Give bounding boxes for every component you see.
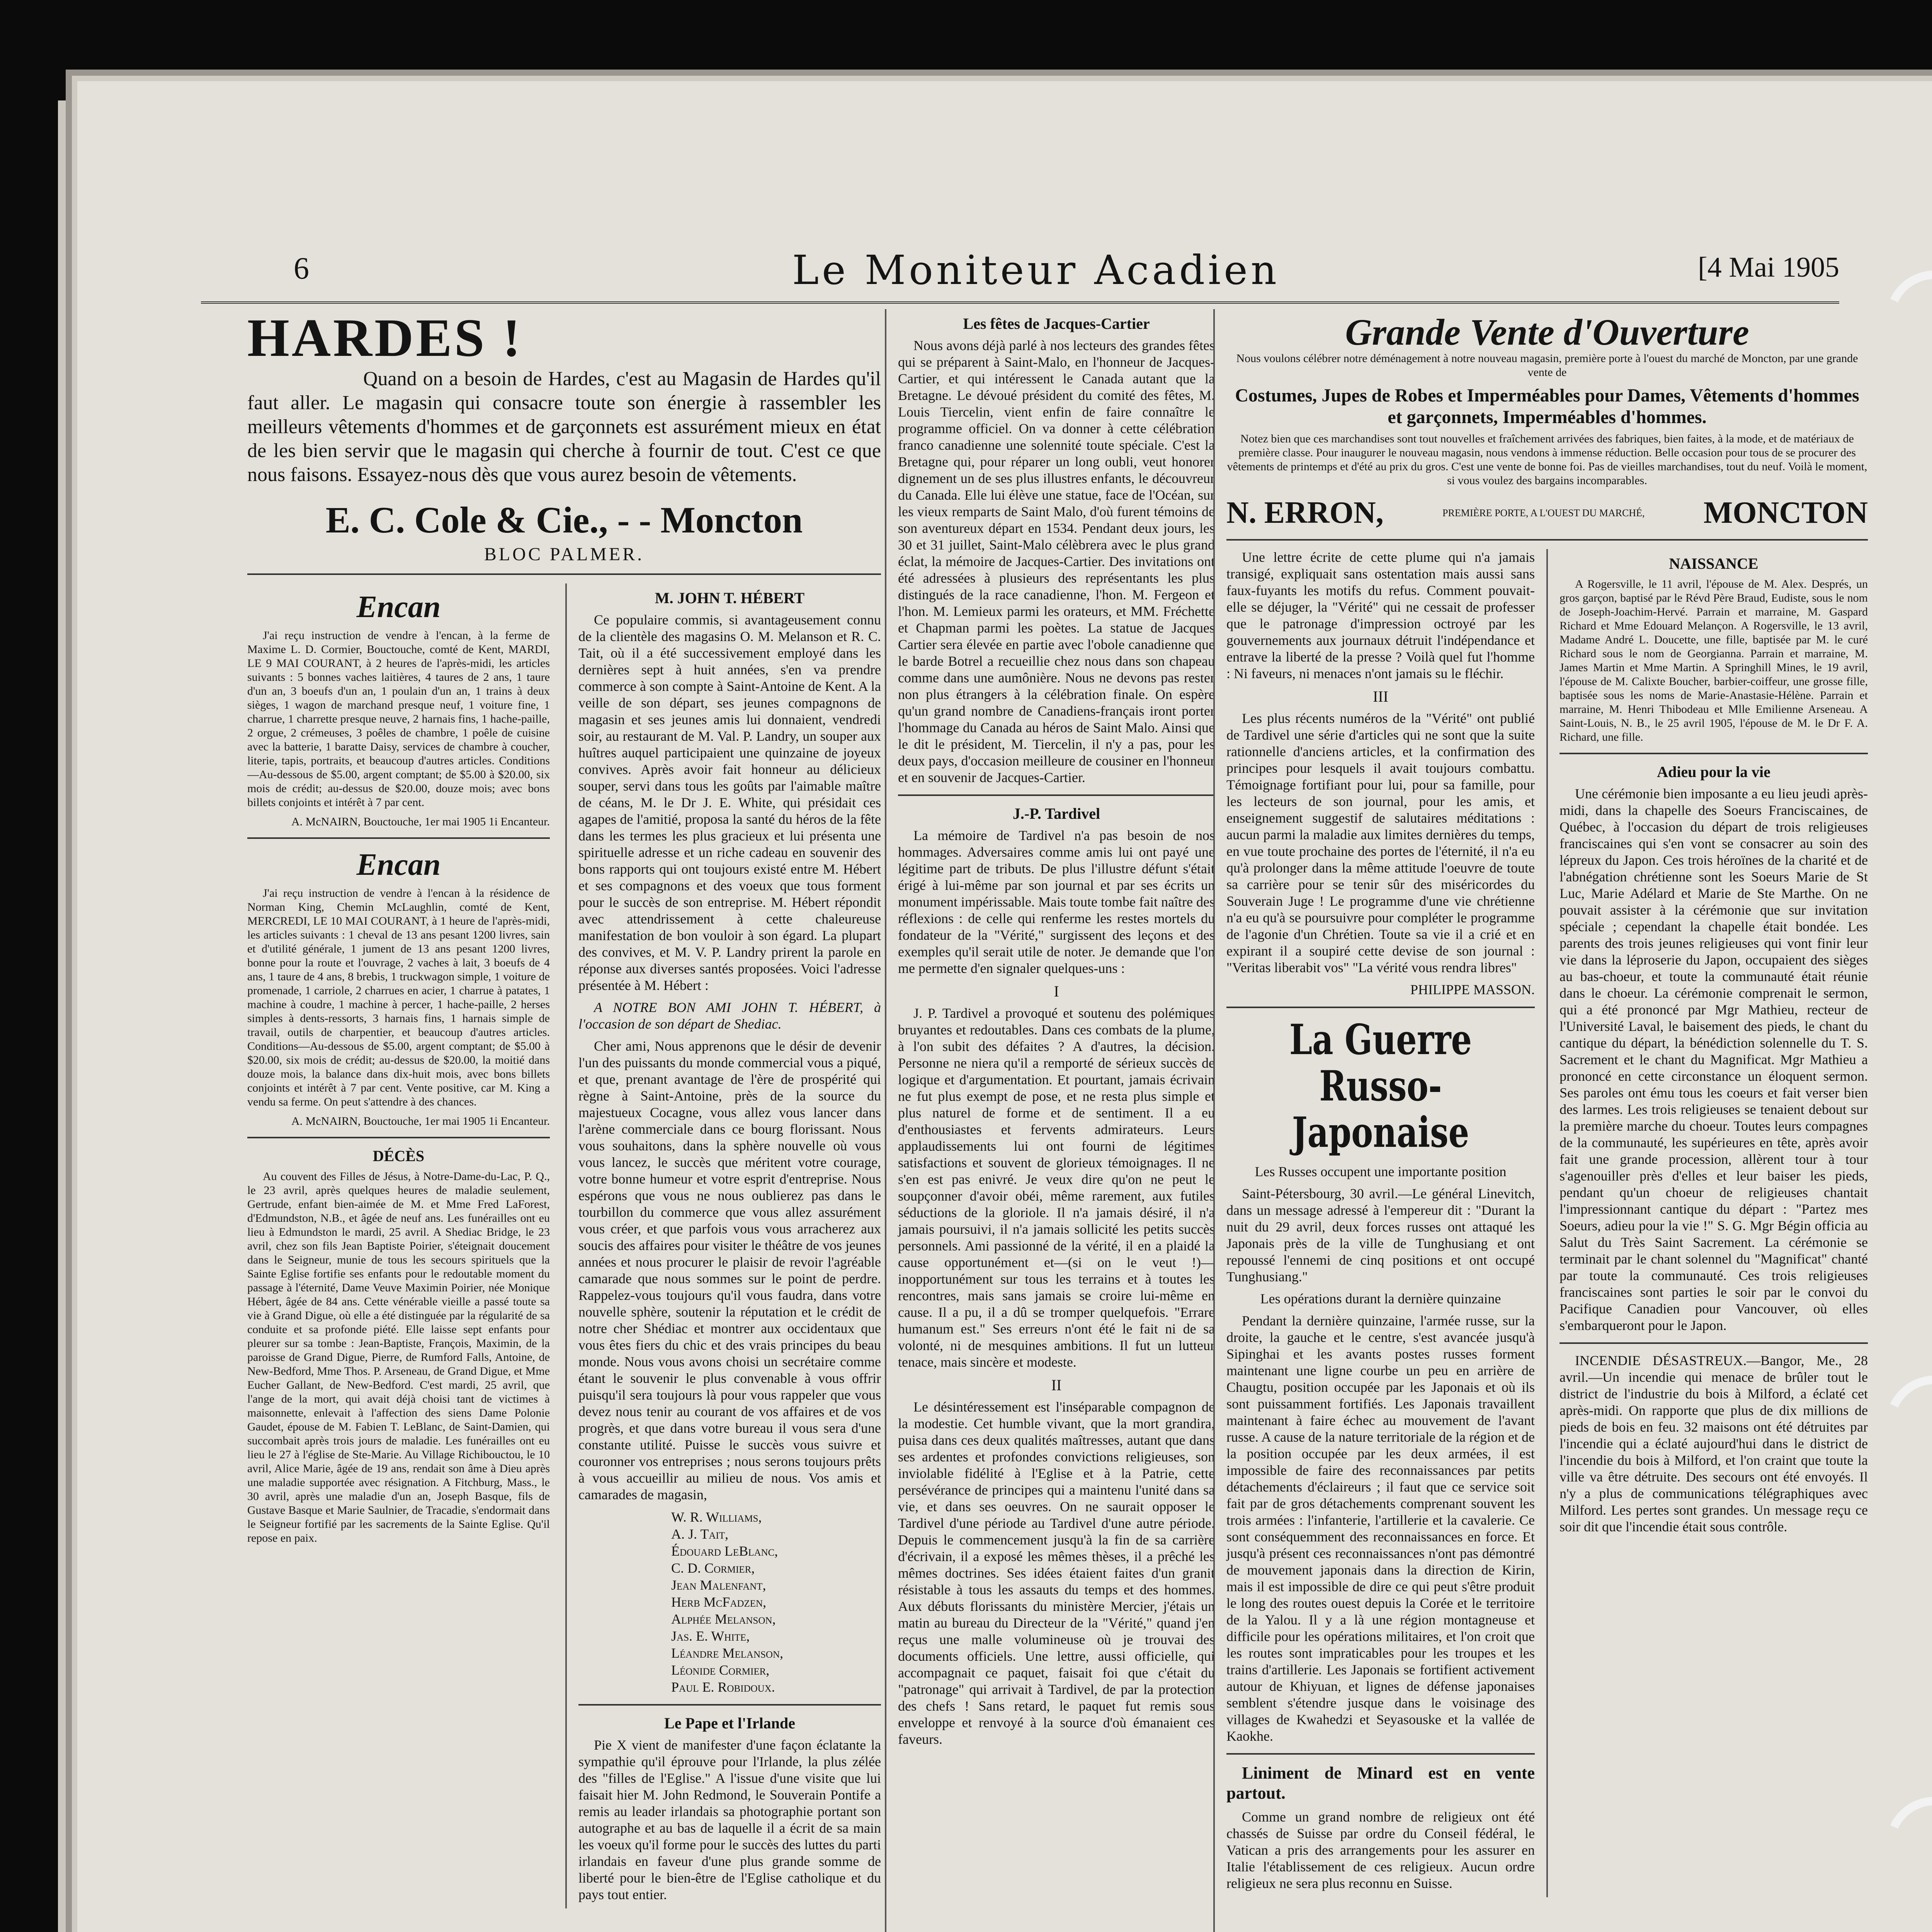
divider bbox=[1226, 539, 1868, 541]
guerre-body: Saint-Pétersbourg, 30 avril.—Le général Linevitch, dans un message adressé à l'empereur dit : "Durant la nuit du 29 avril, deux forces russes ont attaqué les Japonais près de la ville de Tunghusiang et ont repoussé l'ennemi de cinq positions et ont occupé Tunghusiang." bbox=[1226, 1186, 1535, 1284]
cole-bloc: BLOC PALMER. bbox=[484, 544, 645, 565]
hebert-title: M. JOHN T. HÉBERT bbox=[655, 589, 805, 607]
operations-body: Pendant la dernière quinzaine, l'armée russe, sur la droite, la gauche et le centre, s'est avancée jusqu'à Sipinghai et les avants postes russes forment maintenant une ligne courbe un peu en arrière de Chaugtu, position occupée par les Japonais et où ils sont puissamment fortifiés. Les Japonais travaillent maintenant à faire échec au mouvement de l'avant russe. A cause de la nature territoriale de la région et de la position occupée par les deux armées, il est impossible de faire des reconnaissances par petits détachements d'éclaireurs ; il faut que ce service soit fait par de gros détachements comprenant souvent les trois armées : l'infanterie, l'artillerie et la cavalerie. Ce sont conséquemment des reconnaissances en force. Et jusqu'à présent ces reconnaissances n'ont pas démontré de mouvement japonais dans la direction de Kirin, mais il est impossible de dire ce qui peut s'être produit le long des routes ouest depuis la Corée et le territoire de la Yalou. Il y a là une région montagneuse et difficile pour les opérations militaires, et l'on croit que les routes sont impraticables pour les troupes et les trains d'artillerie. Les Japonais se fortifient activement autour de Khiyuan, et lignes de défense japonaises semblent s'étendre jusque dans le voisinage des villages de Kwahedzi et Seyasouske et la vallée de Kaokhe. bbox=[1226, 1313, 1535, 1744]
masthead bbox=[201, 247, 1839, 304]
naissance-title: NAISSANCE bbox=[1669, 555, 1759, 572]
issue-date: [4 Mai 1905 bbox=[1698, 252, 1839, 283]
suisse-body: Comme un grand nombre de religieux ont été chassés de Suisse par ordre du Conseil fédéral, le Vatican a pris des arrangements pour les assurer en Italie l'établissement de ces religieux. Aucun ordre religieux ne sera plus reconnu en Suisse. bbox=[1226, 1809, 1535, 1891]
section-iii: III bbox=[1373, 688, 1388, 705]
hardes-headline: HARDES ! bbox=[247, 309, 523, 368]
signers-list bbox=[578, 1509, 881, 1696]
erron-address: PREMIÈRE PORTE, A L'OUEST DU MARCHÉ, bbox=[1442, 507, 1645, 519]
grande-vente-body: Notez bien que ces marchandises sont tout nouvelles et fraîchement arrivées des fabriques, bien faites, à la mode, et de matériaux de première classe. Pour inaugurer le nouveau magasin, nous vendons à immense réduction. Belle occasion pour tous de se procurer des vêtements de printemps et d'été au prix du gros. C'est une vente de bonne foi. Pas de vieilles marchandises, tout du neuf. Voilà le moment, si vous voulez des bargains incomparables. bbox=[1227, 432, 1867, 487]
page-number: 6 bbox=[294, 252, 309, 286]
grande-vente-title: Grande Vente d'Ouverture bbox=[1345, 311, 1749, 353]
deces-title: DÉCÈS bbox=[372, 1147, 425, 1165]
signer: Léandre Melanson, bbox=[671, 1645, 784, 1661]
pape-title: Le Pape et l'Irlande bbox=[664, 1714, 795, 1732]
signer: Édouard LeBlanc, bbox=[671, 1543, 778, 1559]
signer: Alphée Melanson, bbox=[671, 1611, 776, 1627]
fetes-title: Les fêtes de Jacques-Cartier bbox=[963, 315, 1150, 332]
signer: Jean Malenfant, bbox=[671, 1577, 766, 1593]
signer: Jas. E. White, bbox=[671, 1628, 750, 1644]
adieu-body: Une cérémonie bien imposante a eu lieu jeudi après-midi, dans la chapelle des Soeurs Franciscaines, de Québec, à l'occasion du départ de trois religieuses franciscaines qui s'en vont se consacrer au soin des lépreux du Japon. Ces trois héroïnes de la charité et de l'abnégation chrétienne sont les Soeurs Marie de St Luc, Marie Adélard et Marie de Ste Marthe. On ne pouvait assister à la cérémonie que sur invitation spéciale ; cependant la chapelle était bondée. Les parents des trois jeunes religieuses qui vont finir leur vie dans la léproserie du Japon, occupaient des sièges au bas-choeur, et toute la communauté était réunie dans le choeur. La cérémonie comprenait le sermon, qui a été prononcé par Mgr Mathieu, recteur de l'Université Laval, le baisement des pieds, le chant du cantique du départ, la bénédiction solennelle du T. S. Sacrement et le chant du Magnificat. Mgr Mathieu a prononcé en cette circonstance un éloquent sermon. Ses paroles ont ému tous les coeurs et fait verser bien des larmes. Les trois religieuses se tenaient debout sur la première marche du choeur. Toutes leurs compagnes de la communauté, les supérieures en tête, après avoir fait une grande procession, allèrent tour à tour s'agenouiller près d'elles et leur baiser les pieds, pendant qu'un choeur de religieuses chantait l'impressionnant cantique du départ : "Partez mes Soeurs, adieu pour la vie !" S. G. Mgr Bégin officia au Salut du Très Saint Sacrement. La cérémonie se terminait par le chant solennel du "Magnificat" chanté par toute la communauté. Ces trois religieuses franciscaines sont parties le soir par le convoi du Pacifique Canadien pour Vancouver, où elles s'embarqueront pour le Japon. bbox=[1560, 786, 1868, 1333]
newspaper-title: Le Moniteur Acadien bbox=[792, 247, 1280, 294]
divider bbox=[898, 794, 1215, 796]
divider bbox=[247, 837, 550, 839]
hardes-body: Quand on a besoin de Hardes, c'est au Magasin de Hardes qu'il faut aller. Le magasin qui consacre toute son énergie à rassembler les meilleurs vêtements d'hommes et de garçonnets est assurément mieux en état de les bien servir que le magasin qui cherche à fournir de tout. C'est ce que nous faisons. Essayez-nous dès que vous aurez besoin de vêtements. bbox=[247, 368, 881, 486]
signer: W. R. Williams, bbox=[671, 1509, 762, 1525]
grande-vente-intro: Nous voulons célébrer notre déménagement à notre nouveau magasin, première porte à l'ouest du marché de Moncton, par une grande vente de bbox=[1236, 352, 1858, 379]
address-to: A NOTRE BON AMI JOHN T. HÉBERT, à l'occasion de son départ de Shediac. bbox=[578, 1000, 881, 1032]
incendie-body: INCENDIE DÉSASTREUX.—Bangor, Me., 28 avril.—Un incendie qui menace de brûler tout le district de l'industrie du bois à Milford, a éclaté cet après-midi. On rapporte que plus de dix millions de pieds de bois en feu. 32 maisons ont été détruites par l'incendie qui a éclaté aujourd'hui dans le district de l'incendie du bois à Milford, et l'on craint que toute la ville va être détruite. Des secours ont été envoyés. Il n'y a plus de communications télégraphiques avec Milford. Les pertes sont grandes. Un message reçu ce soir dit que l'incendie était sous contrôle. bbox=[1560, 1353, 1868, 1534]
naissance-column bbox=[1546, 549, 1868, 1897]
encan-1-body: J'ai reçu instruction de vendre à l'encan, à la ferme de Maxime L. D. Cormier, Bouctouche, comté de Kent, MARDI, LE 9 MAI COURANT, à 2 heures de l'après-midi, les articles suivants : 5 bonnes vaches laitières, 4 taures de 2 ans, 1 taure d'un an, 3 boeufs d'un an, 1 poulain d'un an, 1 trains à deux sièges, 1 wagon de marchand presque neuf, 1 voiture fine, 1 charrue, 1 charrette presque neuve, 2 harnais fins, 1 hache-paille, 2 orgue, 2 crémeuses, 3 poêles de chambre, 1 poêle de cuisine avec la batterie, 1 baratte Daisy, services de chambre à coucher, literie, tapis, portraits, et beaucoup d'autres articles. Conditions—Au-dessous de $5.00, argent comptant; de $5.00 à $20.00, six mois de crédit; au-dessus de $20.00, douze mois; avec bons billets conjoints et intérêt à 7 par cent. bbox=[247, 629, 550, 809]
minard-ad: Liniment de Minard est en vente partout. bbox=[1226, 1764, 1535, 1803]
tardivel-iii: Les plus récents numéros de la "Vérité" ont publié de Tardivel une série d'articles qui ne sont que la suite rationnelle d'anciens articles, et la confirmation des principes pour lesquels il avait toujours combattu. Témoignage fortifiant pour lui, pour sa famille, pour les lecteurs de son journal, pour les amis, et enseignement suggestif de salutaires méditations : aucun parmi la maladie aux limites dernières du temps, en vue toute prochaine des portes de l'éternité, il n'a eu qu'à prolonger dans la même attitude l'oeuvre de toute sa carrière pour se tenir sûr des miséricordes du Souverain Juge ! Le programme d'une vie chrétienne n'a eu qu'à se poursuivre pour compléter le programme de l'agonie d'un Chrétien. Toute sa vie il a crié et en expirant il a soupiré cette devise de son journal : "Veritas liberabit vos" "La vérité vous rendra libres" bbox=[1226, 711, 1535, 975]
section-i: I bbox=[1054, 983, 1059, 1000]
column-3 bbox=[885, 309, 1215, 1932]
section-ii: II bbox=[1051, 1376, 1062, 1394]
encan-column bbox=[247, 583, 550, 1908]
signer: C. D. Cormier, bbox=[671, 1560, 755, 1576]
pape-body: Pie X vient de manifester d'une façon éclatante la sympathie qu'il éprouve pour l'Irlande, la plus zélée des "filles de l'Eglise." A l'issue d'une visite que lui faisait hier M. John Redmond, le Souverain Pontife a remis au leader irlandais sa photographie portant son autographe et au bas de laquelle il a écrit de sa main les voeux qu'il forme pour le succès des luttes du parti irlandais en faveur d'une plus grande somme de liberté pour le bien-être de l'Eglise catholique et du pays tout entier. bbox=[578, 1737, 881, 1902]
column-1 bbox=[247, 309, 881, 1932]
erron-name: N. ERRON, bbox=[1226, 496, 1384, 530]
encan-1-signature: A. McNAIRN, Bouctouche, 1er mai 1905 1i Encanteur. bbox=[291, 815, 550, 828]
encan-2-title: Encan bbox=[356, 848, 441, 882]
divider bbox=[1560, 753, 1868, 754]
hebert-body: Ce populaire commis, si avantageusement connu de la clientèle des magasins O. M. Melanson et R. C. Tait, où il a été successivement employé dans les dernières sept à huit années, s'en va prendre commerce à son compte à Saint-Antoine de Kent. A la veille de son départ, ses jeunes compagnons de magasin et ses jeunes amis lui donnaient, vendredi soir, au restaurant de M. Val. P. Landry, un souper aux huîtres auquel participaient une quinzaine de joyeux convives. Après avoir fait honneur au délicieux souper, servi dans tous les goûts par l'aimable maître de céans, M. le Dr J. E. White, qui présidait ces agapes de l'amitié, proposa la santé du héros de la fête dans les termes les plus gracieux et lui présenta une spirituelle adresse et un riche cadeau en souvenir des bons rapports qui ont toujours existé entre M. Hébert et ses compagnons et des voeux que tous forment pour le succès de son entreprise. M. Hébert répondit avec attendrissement à cette chaleureuse manifestation de bon vouloir à son égard. La plupart des convives, et M. V. P. Landry prirent la parole en réponse aux diverses santés proposées. Voici l'adresse présentée à M. Hébert : bbox=[578, 612, 881, 993]
cole-company: E. C. Cole & Cie., - - Moncton bbox=[325, 499, 803, 541]
tardivel-title: J.-P. Tardivel bbox=[1012, 805, 1100, 822]
divider bbox=[1226, 1753, 1535, 1755]
address-body: Cher ami, Nous apprenons que le désir de devenir l'un des puissants du monde commercial vous a piqué, et que, prenant avantage de l'ère de prospérité qui règne à Saint-Antoine, près de la source du majestueux Cocagne, vous allez vous lancer dans l'arène commerciale dans ce bourg florissant. Nous vous souhaitons, dans la sphère nouvelle où vous vous lancez, le succès que méritent votre courage, votre bonne humeur et votre esprit d'entreprise. Nous espérons que vous ne nous oublierez pas dans le tourbillon du commerce que vous allez assurément vous créer, et que parfois vous vous arracherez aux soucis des affaires pour visiter le théâtre de vos jeunes années et nous procurer le plaisir de revoir l'agréable camarade que nous sommes sur le point de perdre. Rappelez-vous toujours qu'il vous faudra, dans votre nouvelle sphère, soutenir la réputation et le crédit de notre cher Shédiac et montrer aux occidentaux que vous êtes fiers du chic et des vrais principes du beau monde. Nous vous avons choisi un secrétaire comme étant le souvenir le plus convenable à vous offrir puisqu'il sera toujours là pour vous rappeler que vous devez nous tenir au courant de vos affaires et de vos progrès, et que dans votre bureau il vous sera d'une constante utilité. Puisse le succès vous suivre et couronner vos entreprises ; nous serons toujours prêts à vous accueillir au milieu de nous. Vos amis et camarades de magasin, bbox=[578, 1038, 881, 1502]
tardivel-i: J. P. Tardivel a provoqué et soutenu des polémiques bruyantes et redoutables. Dans ces combats de la plume, à l'on subit des défaites ? A d'autres, la décision. Personne ne niera qu'il a remporté de sérieux succès de logique et d'argumentation. Et pourtant, jamais écrivain ne fut plus exempt de pose, et ne resta plus simple et plus naturel de forme et de sentiment. Il a eu d'enthousiastes et fervents admirateurs. Leurs applaudissements lui ont fourni de légitimes satisfactions et souvent de glorieux témoignages. Il ne s'en est pas enivré. Je veux dire qu'on ne peut le soupçonner d'avoir obéi, même rarement, aux futiles séductions de la gloriole. Il n'a jamais désiré, il n'a jamais poursuivi, il n'a jamais sollicité les petits succès personnels. Ami passionné de la vérité, il en a plaidé la cause opportunément et—(si on le veut !)—inopportunément sur tous les terrains et à toutes les rencontres, mais sans jamais se croire lui-même en cause. Il a pu, il a dû se tromper quelquefois. "Errare humanum est." Ses erreurs n'ont été le fait ni de sa volonté, ni de mesquines ambitions. Il fut un lutteur tenace, mais sincère et modeste. bbox=[898, 1005, 1215, 1370]
tardivel-continued: Une lettre écrite de cette plume qui n'a jamais transigé, expliquait sans ostentation mais aussi sans faux-fuyants les motifs du refus. Comment pouvait-elle se déjuger, la "Vérité" qui ne cessait de professer que le patronage d'impression octroyé par les gouvernements aux journaux détruit l'indépendance et entrave la liberté de la presse ? Voilà quel fut l'homme : Ni faveurs, ni menaces n'ont jamais su le fléchir. bbox=[1226, 549, 1535, 681]
encan-2-signature: A. McNAIRN, Bouctouche, 1er mai 1905 1i Encanteur. bbox=[291, 1115, 550, 1128]
divider bbox=[247, 573, 881, 575]
deces-body: Au couvent des Filles de Jésus, à Notre-Dame-du-Lac, P. Q., le 23 avril, après quelques heures de maladie seulement, Gertrude, enfant bien-aimée de M. et Mme Fred LaForest, d'Edmundston, N.B., et âgée de neuf ans. Les funérailles ont eu lieu à Edmundston le mardi, 25 avril. A Shediac Bridge, le 23 avril, chez son fils Jean Baptiste Poirier, s'éteignait doucement dans le Seigneur, munie de tous les secours spirituels que la Sainte Eglise fortifie ses enfants pour le redoutable moment du passage à l'éternité, Dame Veuve Maximin Poirier, née Monique Hébert, âgée de 84 ans. Cette vénérable vieille a passé toute sa vie à Grand Digue, où elle a été distinguée par la régularité de sa conduite et sa profonde piété. Elle laisse sept enfants pour pleurer sur sa tombe : Jean-Baptiste, François, Maximin, de la paroisse de Grand Digue, Pierre, de Rumford Falls, Antoine, de New-Bedford, Mme Thos. P. Arseneau, de Grand Digue, et Mme Eucher Gallant, de New-Bedford. C'est mardi, 25 avril, que l'ange de la mort, qui avait déjà choisi tant de victimes à maisonnette, enlevait à l'affection des siens Dame Polonie Gaudet, épouse de M. Fabien T. LeBlanc, de Saint-Damien, qui succombait après trois jours de maladie. Les funérailles ont eu lieu le 27 à l'église de Ste-Marie. Au Village Richibouctou, le 10 avril, Alice Marie, âgée de 19 ans, rendait son âme à Dieu après une maladie supportée avec résignation. A Fitchburg, Mass., le 30 avril, après une maladie d'un an, Joseph Basque, fils de Gustave Basque et Marie Saulnier, de Tracadie, s'endormait dans le Seigneur fortifié par les sacrements de la Sainte Eglise. Qu'il repose en paix. bbox=[247, 1170, 550, 1544]
guerre-subtitle: Les Russes occupent une importante position bbox=[1255, 1164, 1507, 1179]
divider bbox=[247, 1137, 550, 1138]
erron-city: MONCTON bbox=[1703, 496, 1868, 530]
divider bbox=[1226, 1007, 1535, 1008]
divider bbox=[1560, 1342, 1868, 1344]
author-signature: PHILIPPE MASSON. bbox=[1410, 982, 1535, 997]
signer: A. J. Tait, bbox=[671, 1526, 728, 1542]
guerre-title: La Guerre Russo-Japonaise bbox=[1289, 1015, 1472, 1157]
adieu-title: Adieu pour la vie bbox=[1657, 763, 1770, 781]
column-4-split bbox=[1226, 549, 1868, 1897]
naissance-body: A Rogersville, le 11 avril, l'épouse de M. Alex. Després, un gros garçon, baptisé par le Révd Père Braud, Eudiste, sous le nom de Joseph-Joachim-Hervé. Parrain et marraine, M. Gaspard Richard et Mme Edouard Melançon. A Rogersville, le 13 avril, Madame André L. Doucette, une fille, baptisée par M. le curé Richard sous le nom de Georgianna. Parrain et marraine, M. James Martin et Mme Martin. A Springhill Mines, le 19 avril, l'épouse de M. Calixte Boucher, barbier-coiffeur, une grosse fille, baptisée sous les noms de Marie-Anastasie-Hélène. Parrain et marraine, M. Henri Thibodeau et Mlle Emilienne Arseneau. A Saint-Louis, N. B., le 25 avril 1905, l'épouse de M. le Dr F. A. Richard, une fille. bbox=[1560, 578, 1868, 743]
signer: Léonide Cormier, bbox=[671, 1662, 770, 1678]
hebert-column bbox=[565, 583, 881, 1908]
operations-title: Les opérations durant la dernière quinzaine bbox=[1260, 1291, 1501, 1306]
encan-1-title: Encan bbox=[356, 590, 441, 624]
signer: Paul E. Robidoux. bbox=[671, 1679, 775, 1695]
grande-vente-items: Costumes, Jupes de Robes et Imperméables pour Dames, Vêtements d'hommes et garçonnets, Imperméables d'hommes. bbox=[1235, 385, 1859, 427]
column-4 bbox=[1213, 309, 1868, 1932]
signer: Herb McFadzen, bbox=[671, 1594, 767, 1610]
guerre-column bbox=[1226, 549, 1535, 1897]
column-1-split bbox=[247, 583, 881, 1908]
tardivel-ii: Le désintéressement est l'inséparable compagnon de la modestie. Cet humble vivant, que la mort grandira, puisa dans ces deux qualités maîtresses, autant que dans ses ardentes et profondes convictions religieuses, son inviolable fidélité à l'Eglise et à la Patrie, cette persévérance de principes qui a maintenu l'unité dans sa vie, et dans ses oeuvres. On ne saurait opposer le Tardivel d'une période au Tardivel d'une autre période. Depuis le commencement jusqu'à la fin de sa carrière d'écrivain, il a exposé les mêmes thèses, il a prêché les mêmes doctrines. Ses idées étaient faites d'un granit résistable à tous les assauts du temps et des hommes. Aux débuts florissants du ministère Mercier, j'étais un matin au bureau du Directeur de la "Vérité," quand j'en reçus une malle volumineuse où je trouvai des documents officiels. Une lettre, aussi officielle, qui accompagnait ce paquet, faisait foi que c'était du "patronage" qui arrivait à Tardivel, de par la protection des chefs ! Sans retard, le paquet fut remis sous enveloppe et renvoyé à la source d'où émanaient ces faveurs. bbox=[898, 1399, 1215, 1747]
fetes-body: Nous avons déjà parlé à nos lecteurs des grandes fêtes qui se préparent à Saint-Malo, en l'honneur de Jacques-Cartier, et qui intéressent le Canada autant que la Bretagne. Le dévoué président du comité des fêtes, M. Louis Tiercelin, vient enfin de faire connaître le programme officiel. On va donner à cette célébration franco canadienne une solennité toute spéciale. C'est la Bretagne qui, pour réparer un long oubli, veut honorer dignement un de ses plus illustres enfants, le découvreur du Canada. Elle lui élève une statue, face de l'Océan, sur les vieux remparts de Saint Malo, d'où furent témoins de son aventureux départ en 1534. Pendant deux jours, les 30 et 31 juillet, Saint-Malo célèbrera avec le plus grand éclat, la mémoire de Jacques-Cartier. Des invitations ont été adressées à plusieurs des représentants les plus distingués de la race canadienne, l'hon. M. Fergeon et l'hon. M. Lemieux parmi les orateurs, et MM. Fréchette et Chapman parmi les poètes. La statue de Jacques Cartier sera élevée en partie avec l'obole canadienne que le barde Botrel a recueillie chez nous dans son chapeau comme dans une aumônière. Nous ne devons pas rester non plus étrangers à la célébration finale. On espère qu'un grand nombre de Canadiens-français iront porter l'hommage du Canada au héros de Saint Malo. Ainsi que le dit le président, M. Tiercelin, il n'y a pas, pour les deux pays, d'occasion meilleure de cousiner en l'honneur et en souvenir de Jacques-Cartier. bbox=[898, 338, 1215, 785]
divider bbox=[578, 1704, 881, 1706]
encan-2-body: J'ai reçu instruction de vendre à l'encan à la résidence de Norman King, Chemin McLaughlin, comté de Kent, MERCREDI, LE 10 MAI COURANT, à 1 heure de l'après-midi, les articles suivants : 1 cheval de 13 ans pesant 1200 livres, sain et d'utilité générale, 1 jument de 13 ans pesant 1200 livres, bonne pour la route et l'ouvrage, 2 vaches à lait, 3 boeufs de 4 ans, 1 taure de 4 ans, 8 brebis, 1 truckwagon simple, 1 voiture de promenade, 1 carriole, 2 charrues en acier, 1 charrue à patates, 1 machine à coudre, 1 machine à percer, 1 hache-paille, 2 herses simples à dents-ressorts, 3 harnais fins, 1 harnais simple de travail, outils de charpentier, et beaucoup d'autres articles. Conditions—Au-dessous de $5.00, argent comptant; de $5.00 à $20.00, six mois de crédit; au-dessus de $20.00, la moitié dans douze mois, la balance dans dix-huit mois, avec bons billets conjoints et intérêt à 7 par cent. Vente positive, car M. King a vendu sa ferme. On peut s'attendre à des chances. bbox=[247, 887, 550, 1108]
tardivel-body: La mémoire de Tardivel n'a pas besoin de nos hommages. Adversaires comme amis lui ont payé une légitime part de tributs. De plus l'illustre défunt s'était érigé à lui-même par son journal et par ses écrits un monument impérissable. Mais toute tombe fait naître des réflexions : de celle qui renferme les restes mortels du fondateur de la "Vérité," surgissent des leçons et des exemples qu'il serait utile de noter. Je demande que l'on me permette d'en signaler quelques-uns : bbox=[898, 828, 1215, 976]
erron-signature bbox=[1226, 495, 1868, 531]
